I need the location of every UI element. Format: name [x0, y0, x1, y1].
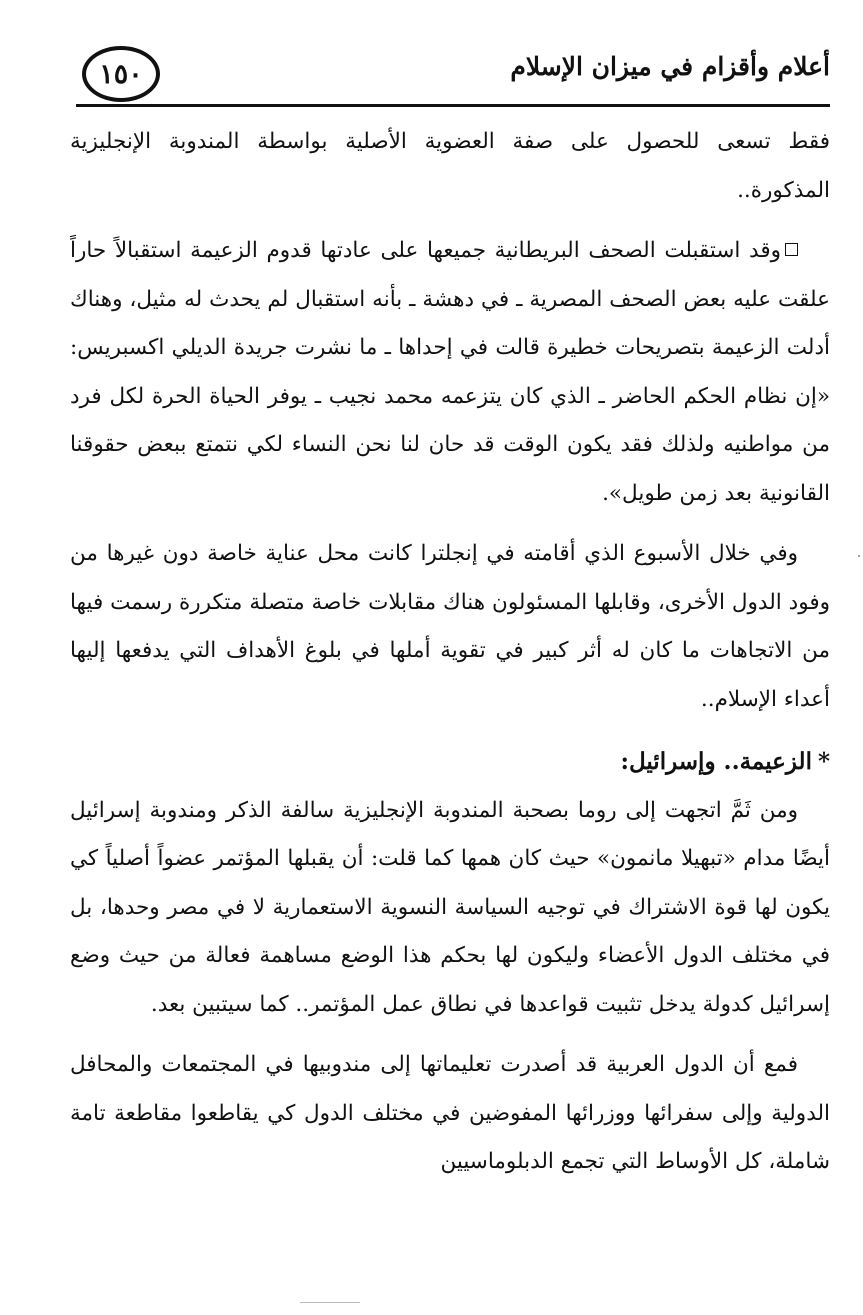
- paragraph-2-text: وقد استقبلت الصحف البريطانية جميعها على عادتها قدوم الزعيمة استقبالاً حاراً علقت عليه بعض الصحف المصرية ـ في دهشة ـ بأنه استقبال لم يحدث له مثيل، وهناك أدلت الزعيمة بتصريحات خطيرة قالت في إحداها ـ ما نشرت جريدة الديلي اكسبريس: «إن نظام الحكم الحاضر ـ الذي كان يتزعمه محمد نجيب ـ يوفر الحياة الحرة لكل فرد من مواطنيه ولذلك فقد يكون الوقت قد حان لنا نحن النساء لكي نتمتع ببعض حقوقنا القانونية بعد زمن طويل».: [70, 238, 830, 506]
- page-header: [40, 44, 830, 114]
- section-heading-text: الزعيمة.. وإسرائيل:: [620, 748, 812, 775]
- paragraph-1: فقط تسعى للحصول على صفة العضوية الأصلية بواسطة المندوبة الإنجليزية المذكورة..: [70, 129, 830, 203]
- paragraph-2: [70, 227, 830, 518]
- header-rule: [76, 104, 830, 107]
- footer-line: [300, 1302, 360, 1303]
- section-heading: [70, 738, 830, 787]
- paragraph-3: وفي خلال الأسبوع الذي أقامته في إنجلترا كانت محل عناية خاصة دون غيرها من وفود الدول الأخرى، وقابلها المسئولون هناك مقابلات خاصة متصلة متكررة رسمت فيها من الاتجاهات ما كان له أثر كبير في تقوية أملها في بلوغ الأهداف التي يدفعها إليها أعداء الإسلام..: [70, 541, 830, 712]
- body-text: [70, 118, 830, 1187]
- page-number: ١٥٠: [82, 46, 160, 102]
- running-title: أعلام وأقزام في ميزان الإسلام: [510, 52, 830, 81]
- square-bullet-icon: [785, 243, 798, 256]
- margin-speck: [858, 555, 860, 557]
- paragraph-4: ومن ثَمَّ اتجهت إلى روما بصحبة المندوبة الإنجليزية سالفة الذكر ومندوبة إسرائيل أيضًا مدام «تبهيلا مانمون» حيث كان همها كما قلت: أن يقبلها المؤتمر عضواً أصلياً كي يكون لها قوة الاشتراك في توجيه السياسة النسوية الاستعمارية لا في مصر وحدها، بل في مختلف الدول الأعضاء وليكون لها بحكم هذا الوضع مساهمة فعالة من حيث وضع إسرائيل كدولة يدخل تثبيت قواعدها في نطاق عمل المؤتمر.. كما سيتبين بعد.: [70, 797, 830, 1017]
- paragraph-5: فمع أن الدول العربية قد أصدرت تعليماتها إلى مندوبيها في المجتمعات والمحافل الدولية وإلى سفرائها ووزرائها المفوضين في مختلف الدول كي يقاطعوا مقاطعة تامة شاملة، كل الأوساط التي تجمع الدبلوماسيين: [70, 1052, 830, 1174]
- star-icon: *: [817, 748, 830, 775]
